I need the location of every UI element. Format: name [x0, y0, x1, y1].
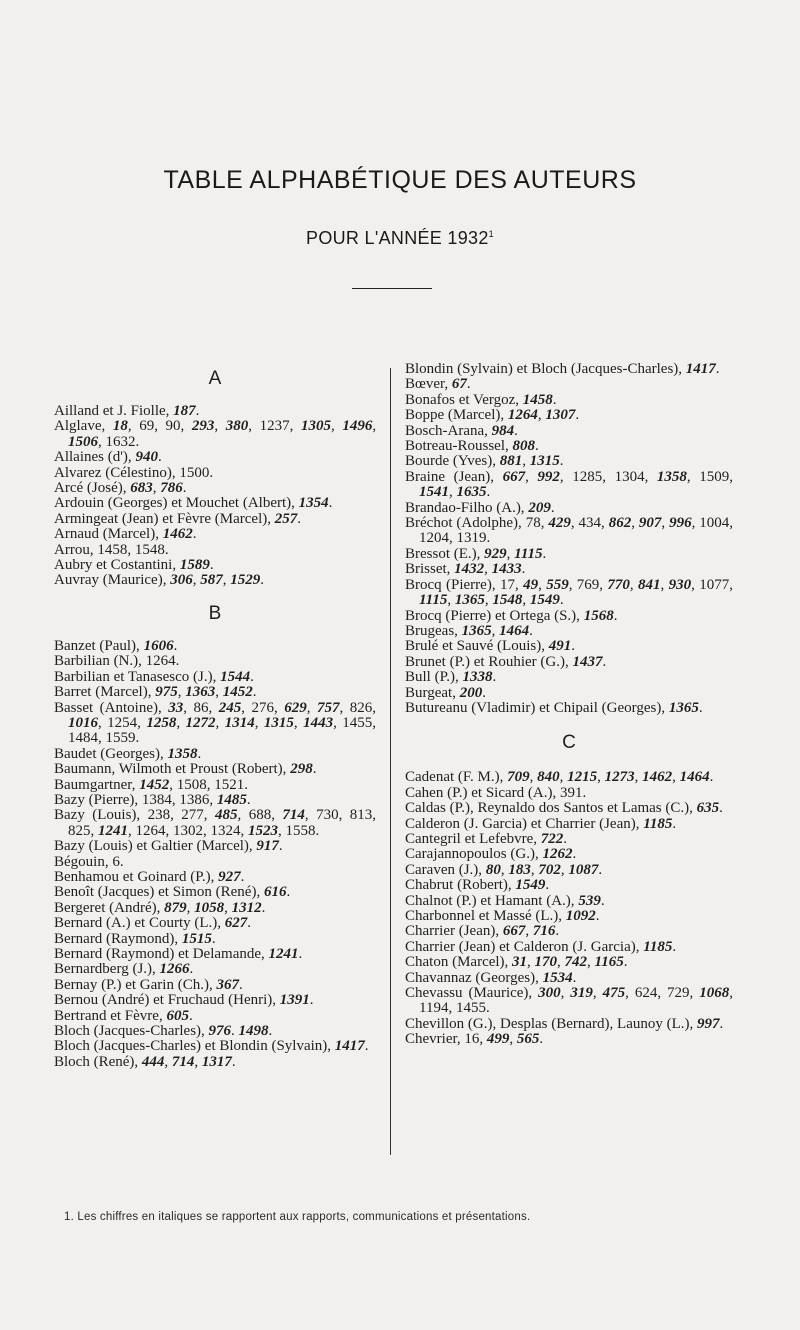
- index-entry: Chaton (Marcel), 31, 170, 742, 1165.: [405, 954, 628, 971]
- index-entry: Baumann, Wilmoth et Proust (Robert), 298.: [54, 761, 317, 778]
- page-ref-italic: 757: [317, 699, 340, 716]
- footnote-marker: 1: [488, 229, 494, 239]
- index-entry: Bœver, 67.: [405, 376, 471, 393]
- page-ref-italic: 587: [200, 572, 223, 589]
- index-entry: Bazy (Pierre), 1384, 1386, 1485.: [54, 791, 251, 808]
- page-ref-italic: 1433: [491, 561, 522, 578]
- page-ref-italic: 209: [528, 499, 551, 516]
- page-ref-italic: 1452: [139, 776, 170, 793]
- page-ref-italic: 1264: [507, 407, 538, 424]
- page-ref-italic: 627: [224, 915, 248, 932]
- index-entry: Braine (Jean), 667, 992, 1285, 1304, 1358, 1509, 1541, 1635.: [405, 468, 734, 501]
- page-ref-italic: 67: [451, 376, 467, 393]
- page-ref-italic: 1485: [216, 791, 247, 808]
- index-entry: Bloch (Jacques-Charles) et Blondin (Sylvain), 1417.: [54, 1038, 369, 1055]
- page-ref-italic: 33: [168, 699, 184, 716]
- section-letter: C: [562, 732, 576, 754]
- index-column-left: [54, 362, 376, 1070]
- footnote: 1. Les chiffres en italiques se rapportent aux rapports, communications et présentations.: [64, 1211, 531, 1223]
- page-ref-italic: 485: [215, 807, 238, 824]
- page-ref-italic: 1437: [572, 653, 603, 670]
- page-ref-italic: 1262: [542, 846, 573, 863]
- page-ref-italic: 293: [191, 418, 215, 435]
- page-ref-italic: 940: [135, 449, 158, 466]
- index-entry: Brisset, 1432, 1433.: [405, 561, 526, 578]
- index-entry: Chavannaz (Georges), 1534.: [405, 969, 577, 986]
- index-entry: Brocq (Pierre), 17, 49, 559, 769, 770, 841, 930, 1077, 1115, 1365, 1548, 1549.: [405, 576, 734, 609]
- index-entry: Bressot (E.), 929, 1115.: [405, 545, 547, 562]
- page-ref-italic: 1541: [419, 484, 449, 501]
- page-ref-italic: 300: [538, 985, 561, 1002]
- index-entry: Chalnot (P.) et Hamant (A.), 539.: [405, 892, 605, 909]
- page-ref-italic: 1358: [656, 468, 687, 485]
- index-entry: Cadenat (F. M.), 709, 840, 1215, 1273, 1462, 1464.: [405, 769, 714, 786]
- index-entry: Bosch-Arana, 984.: [405, 422, 518, 439]
- page-ref-italic: 702: [538, 861, 561, 878]
- page-ref-italic: 1498: [238, 1023, 269, 1040]
- page-ref-italic: 786: [160, 480, 183, 497]
- page-ref-italic: 1058: [194, 899, 225, 916]
- page-ref-italic: 770: [607, 576, 630, 593]
- page-ref-italic: 1523: [248, 822, 278, 839]
- page-ref-italic: 559: [546, 576, 569, 593]
- page-ref-italic: 1464: [679, 769, 710, 786]
- index-entry: Cahen (P.) et Sicard (A.), 391.: [405, 784, 587, 801]
- section-letter: B: [208, 602, 222, 624]
- index-entry: Brocq (Pierre) et Ortega (S.), 1568.: [405, 607, 618, 624]
- index-entry: Benhamou et Goinard (P.), 927.: [54, 868, 245, 885]
- page-ref-italic: 1266: [159, 961, 190, 978]
- page-ref-italic: 1241: [268, 946, 299, 962]
- index-entry: Calderon (J. Garcia) et Charrier (Jean), 1185.: [405, 815, 677, 832]
- page-ref-italic: 1241: [98, 822, 128, 839]
- page-ref-italic: 667: [502, 468, 526, 485]
- index-entry: Arnaud (Marcel), 1462.: [54, 526, 197, 543]
- page-ref-italic: 429: [548, 515, 571, 532]
- index-entry: Armingeat (Jean) et Fèvre (Marcel), 257.: [54, 510, 301, 527]
- page-ref-italic: 1365: [461, 622, 492, 639]
- page-ref-italic: 367: [216, 976, 239, 993]
- page-ref-italic: 917: [256, 838, 279, 855]
- page-ref-italic: 996: [669, 515, 692, 532]
- index-entry: Bonafos et Vergoz, 1458.: [405, 391, 557, 408]
- page-ref-italic: 1534: [542, 969, 573, 986]
- page-ref-italic: 862: [608, 515, 632, 532]
- page-ref-italic: 635: [696, 800, 720, 817]
- index-entry: Carajannopoulos (G.), 1262.: [405, 846, 577, 863]
- page-ref-italic: 930: [668, 576, 692, 593]
- page-ref-italic: 616: [263, 884, 287, 901]
- page-ref-italic: 997: [697, 1015, 720, 1032]
- page-ref-italic: 491: [548, 638, 572, 655]
- page-ref-italic: 1464: [499, 622, 530, 639]
- page-ref-italic: 1358: [167, 745, 198, 762]
- page-ref-italic: 1462: [162, 526, 193, 543]
- page-title: TABLE ALPHABÉTIQUE DES AUTEURS: [163, 166, 637, 194]
- page-ref-italic: 1068: [699, 985, 730, 1002]
- page-ref-italic: 1432: [454, 561, 485, 578]
- page-ref-italic: 709: [507, 769, 530, 786]
- page-ref-italic: 742: [564, 954, 588, 971]
- index-entry: Caraven (J.), 80, 183, 702, 1087.: [405, 861, 603, 878]
- index-entry: Benoît (Jacques) et Simon (René), 616.: [54, 884, 291, 901]
- index-entry: Arrou, 1458, 1548.: [54, 541, 169, 558]
- page-ref-italic: 49: [523, 576, 539, 593]
- index-entry: Bernay (P.) et Garin (Ch.), 367.: [54, 976, 243, 993]
- page-ref-italic: 992: [537, 468, 560, 485]
- index-entry: Chevrier, 16, 499, 565.: [405, 1031, 544, 1048]
- index-entry: Bernou (André) et Fruchaud (Henri), 1391.: [54, 992, 314, 1009]
- page-ref-italic: 319: [570, 985, 593, 1002]
- page-ref-italic: 1115: [419, 592, 448, 609]
- page-ref-italic: 1417: [334, 1038, 365, 1055]
- index-entry: Bull (P.), 1338.: [405, 669, 497, 686]
- index-entry: Charbonnel et Massé (L.), 1092.: [405, 908, 600, 924]
- page-ref-italic: 722: [540, 830, 564, 847]
- page-ref-italic: 929: [484, 545, 507, 562]
- page-ref-italic: 257: [274, 510, 298, 527]
- index-entry: Bourde (Yves), 881, 1315.: [405, 453, 564, 470]
- page-ref-italic: 1548: [492, 592, 523, 609]
- index-entry: Bernard (A.) et Courty (L.), 627.: [54, 915, 252, 932]
- page-ref-italic: 841: [638, 576, 661, 593]
- page-ref-italic: 1317: [201, 1053, 232, 1070]
- index-entry: Blondin (Sylvain) et Bloch (Jacques-Charles), 1417.: [405, 361, 720, 377]
- index-entry: Butureanu (Vladimir) et Chipail (Georges), 1365.: [405, 699, 703, 716]
- page-ref-italic: 1365: [454, 592, 485, 609]
- page-ref-italic: 187: [173, 403, 196, 419]
- page-ref-italic: 245: [218, 699, 242, 716]
- page-ref-italic: 1016: [68, 714, 98, 731]
- page-ref-italic: 1496: [342, 418, 373, 435]
- index-entry: Bégouin, 6.: [54, 853, 124, 870]
- page-ref-italic: 1087: [568, 861, 599, 878]
- page-ref-italic: 183: [508, 861, 531, 878]
- index-entry: Charrier (Jean), 667, 716.: [405, 923, 560, 940]
- index-entry: Barbilian et Tanasesco (J.), 1544.: [54, 668, 254, 685]
- page-ref-italic: 1307: [545, 407, 576, 424]
- page-ref-italic: 1506: [68, 433, 98, 450]
- page-ref-italic: 605: [166, 1007, 189, 1024]
- page-ref-italic: 1365: [668, 699, 699, 716]
- index-entry: Auvray (Maurice), 306, 587, 1529.: [54, 572, 264, 589]
- page-ref-italic: 1354: [298, 495, 329, 512]
- index-entry: Bloch (René), 444, 714, 1317.: [54, 1053, 236, 1070]
- index-entry: Brunet (P.) et Rouhier (G.), 1437.: [405, 653, 607, 670]
- index-entry: Brulé et Sauvé (Louis), 491.: [405, 638, 575, 655]
- index-entry: Caldas (P.), Reynaldo dos Santos et Lamas (C.), 635.: [405, 800, 723, 817]
- page-ref-italic: 840: [537, 769, 560, 786]
- page-ref-italic: 1515: [181, 930, 212, 947]
- index-entry: Aubry et Costantini, 1589.: [54, 557, 214, 574]
- index-entry: Alglave, 18, 69, 90, 293, 380, 1237, 1305, 1496, 1506, 1632.: [54, 418, 377, 450]
- page-ref-italic: 714: [171, 1053, 195, 1070]
- page-ref-italic: 1589: [179, 557, 210, 574]
- index-entry: Chabrut (Robert), 1549.: [405, 877, 550, 894]
- page-ref-italic: 200: [459, 684, 483, 701]
- page-ref-italic: 716: [532, 923, 556, 940]
- index-entry: Bazy (Louis) et Galtier (Marcel), 917.: [54, 838, 283, 855]
- page-ref-italic: 1458: [522, 391, 553, 408]
- page-ref-italic: 31: [512, 954, 528, 971]
- page-ref-italic: 1305: [300, 418, 331, 435]
- index-entry: Alvarez (Célestino), 1500.: [54, 464, 214, 481]
- page-ref-italic: 170: [534, 954, 558, 971]
- page-ref-italic: 1363: [185, 684, 216, 701]
- page-ref-italic: 565: [516, 1031, 540, 1048]
- page-ref-italic: 907: [638, 515, 662, 532]
- index-entry: Barret (Marcel), 975, 1363, 1452.: [54, 684, 257, 701]
- page-ref-italic: 1391: [279, 992, 310, 1009]
- page-ref-italic: 881: [499, 453, 523, 470]
- index-entry: Brugeas, 1365, 1464.: [405, 622, 533, 639]
- page-ref-italic: 1215: [567, 769, 598, 786]
- index-entry: Chevassu (Maurice), 300, 319, 475, 624, 729, 1068, 1194, 1455.: [405, 985, 733, 1017]
- index-entry: Bloch (Jacques-Charles), 976. 1498.: [54, 1023, 273, 1040]
- page-ref-italic: 1338: [462, 669, 493, 686]
- page-ref-italic: 80: [485, 861, 501, 878]
- page-ref-italic: 1549: [529, 592, 560, 609]
- index-entry: Banzet (Paul), 1606.: [54, 637, 178, 654]
- page-ref-italic: 1417: [685, 361, 716, 377]
- page-ref-italic: 1452: [222, 684, 253, 701]
- page-ref-italic: 1312: [231, 899, 262, 916]
- page-ref-italic: 1115: [514, 545, 543, 562]
- page-ref-italic: 683: [130, 480, 153, 497]
- index-entry: Arcé (José), 683, 786.: [54, 480, 187, 497]
- page-ref-italic: 667: [502, 923, 526, 940]
- index-entry: Bernard (Raymond), 1515.: [54, 930, 216, 947]
- page-ref-italic: 1606: [143, 637, 174, 654]
- page-ref-italic: 1462: [642, 769, 673, 786]
- column-divider: [390, 368, 391, 1155]
- page-ref-italic: 1272: [185, 714, 216, 731]
- page-ref-italic: 1315: [263, 714, 294, 731]
- page-ref-italic: 975: [155, 684, 178, 701]
- index-entry: Ardouin (Georges) et Mouchet (Albert), 1354.: [54, 495, 333, 512]
- page-ref-italic: 1315: [529, 453, 560, 470]
- page-ref-italic: 298: [290, 761, 313, 778]
- title-rule: [352, 288, 432, 289]
- page-ref-italic: 380: [225, 418, 249, 435]
- page-ref-italic: 976: [208, 1023, 232, 1040]
- index-entry: Basset (Antoine), 33, 86, 245, 276, 629, 757, 826, 1016, 1254, 1258, 1272, 1314, 1315, 1443, 1455, 1484, 1559.: [54, 699, 377, 747]
- index-entry: Charrier (Jean) et Calderon (J. Garcia), 1185.: [405, 938, 677, 955]
- index-entry: Barbilian (N.), 1264.: [54, 653, 180, 670]
- page-ref-italic: 629: [284, 699, 307, 716]
- index-entry: Allaines (d'), 940.: [54, 449, 162, 466]
- index-entry: Brandao-Filho (A.), 209.: [405, 499, 555, 516]
- page-ref-italic: 18: [112, 418, 128, 435]
- index-entry: Bernardberg (J.), 1266.: [54, 961, 194, 978]
- page-ref-italic: 1273: [604, 769, 635, 786]
- page-ref-italic: 1185: [643, 938, 673, 955]
- page-ref-italic: 475: [602, 985, 626, 1002]
- page-ref-italic: 539: [578, 892, 601, 909]
- page-ref-italic: 499: [486, 1031, 510, 1048]
- index-entry: Ailland et J. Fiolle, 187.: [54, 403, 200, 419]
- page-ref-italic: 1185: [643, 815, 673, 832]
- page-ref-italic: 879: [164, 899, 187, 916]
- page-ref-italic: 1635: [456, 484, 487, 501]
- index-entry: Bernard (Raymond) et Delamande, 1241.: [54, 946, 303, 962]
- page-ref-italic: 306: [170, 572, 193, 589]
- page-ref-italic: 1092: [565, 908, 596, 924]
- page-ref-italic: 1258: [146, 714, 177, 731]
- index-entry: Bergeret (André), 879, 1058, 1312.: [54, 899, 266, 916]
- page-ref-italic: 1544: [220, 668, 251, 685]
- page-ref-italic: 1529: [230, 572, 261, 589]
- index-entry: Burgeat, 200.: [405, 684, 486, 701]
- page-ref-italic: 1549: [515, 877, 546, 894]
- page-ref-italic: 1568: [583, 607, 614, 624]
- index-entry: Bertrand et Fèvre, 605.: [54, 1007, 193, 1024]
- index-entry: Bréchot (Adolphe), 78, 429, 434, 862, 907, 996, 1004, 1204, 1319.: [405, 515, 733, 547]
- page-ref-italic: 1443: [303, 714, 334, 731]
- index-entry: Chevillon (G.), Desplas (Bernard), Launoy (L.), 997.: [405, 1015, 724, 1032]
- page-subtitle: [0, 228, 800, 249]
- index-column-right: [405, 362, 733, 1048]
- page-ref-italic: 1314: [224, 714, 255, 731]
- index-entry: Bazy (Louis), 238, 277, 485, 688, 714, 730, 813, 825, 1241, 1264, 1302, 1324, 1523, 1558.: [54, 807, 377, 839]
- page-ref-italic: 984: [491, 422, 515, 439]
- index-entry: Botreau-Roussel, 808.: [405, 438, 539, 455]
- index-entry: Boppe (Marcel), 1264, 1307.: [405, 407, 580, 424]
- subtitle-text: POUR L'ANNÉE 1932: [306, 228, 489, 248]
- section-letter: A: [208, 368, 222, 389]
- page-ref-italic: 444: [141, 1053, 165, 1070]
- page-ref-italic: 927: [218, 868, 241, 885]
- index-entry: Baumgartner, 1452, 1508, 1521.: [54, 776, 248, 793]
- page-ref-italic: 714: [282, 807, 305, 824]
- page-ref-italic: 808: [512, 438, 535, 455]
- index-entry: Cantegril et Lefebvre, 722.: [405, 830, 568, 847]
- index-entry: Baudet (Georges), 1358.: [54, 745, 202, 762]
- page-ref-italic: 1165: [594, 954, 624, 971]
